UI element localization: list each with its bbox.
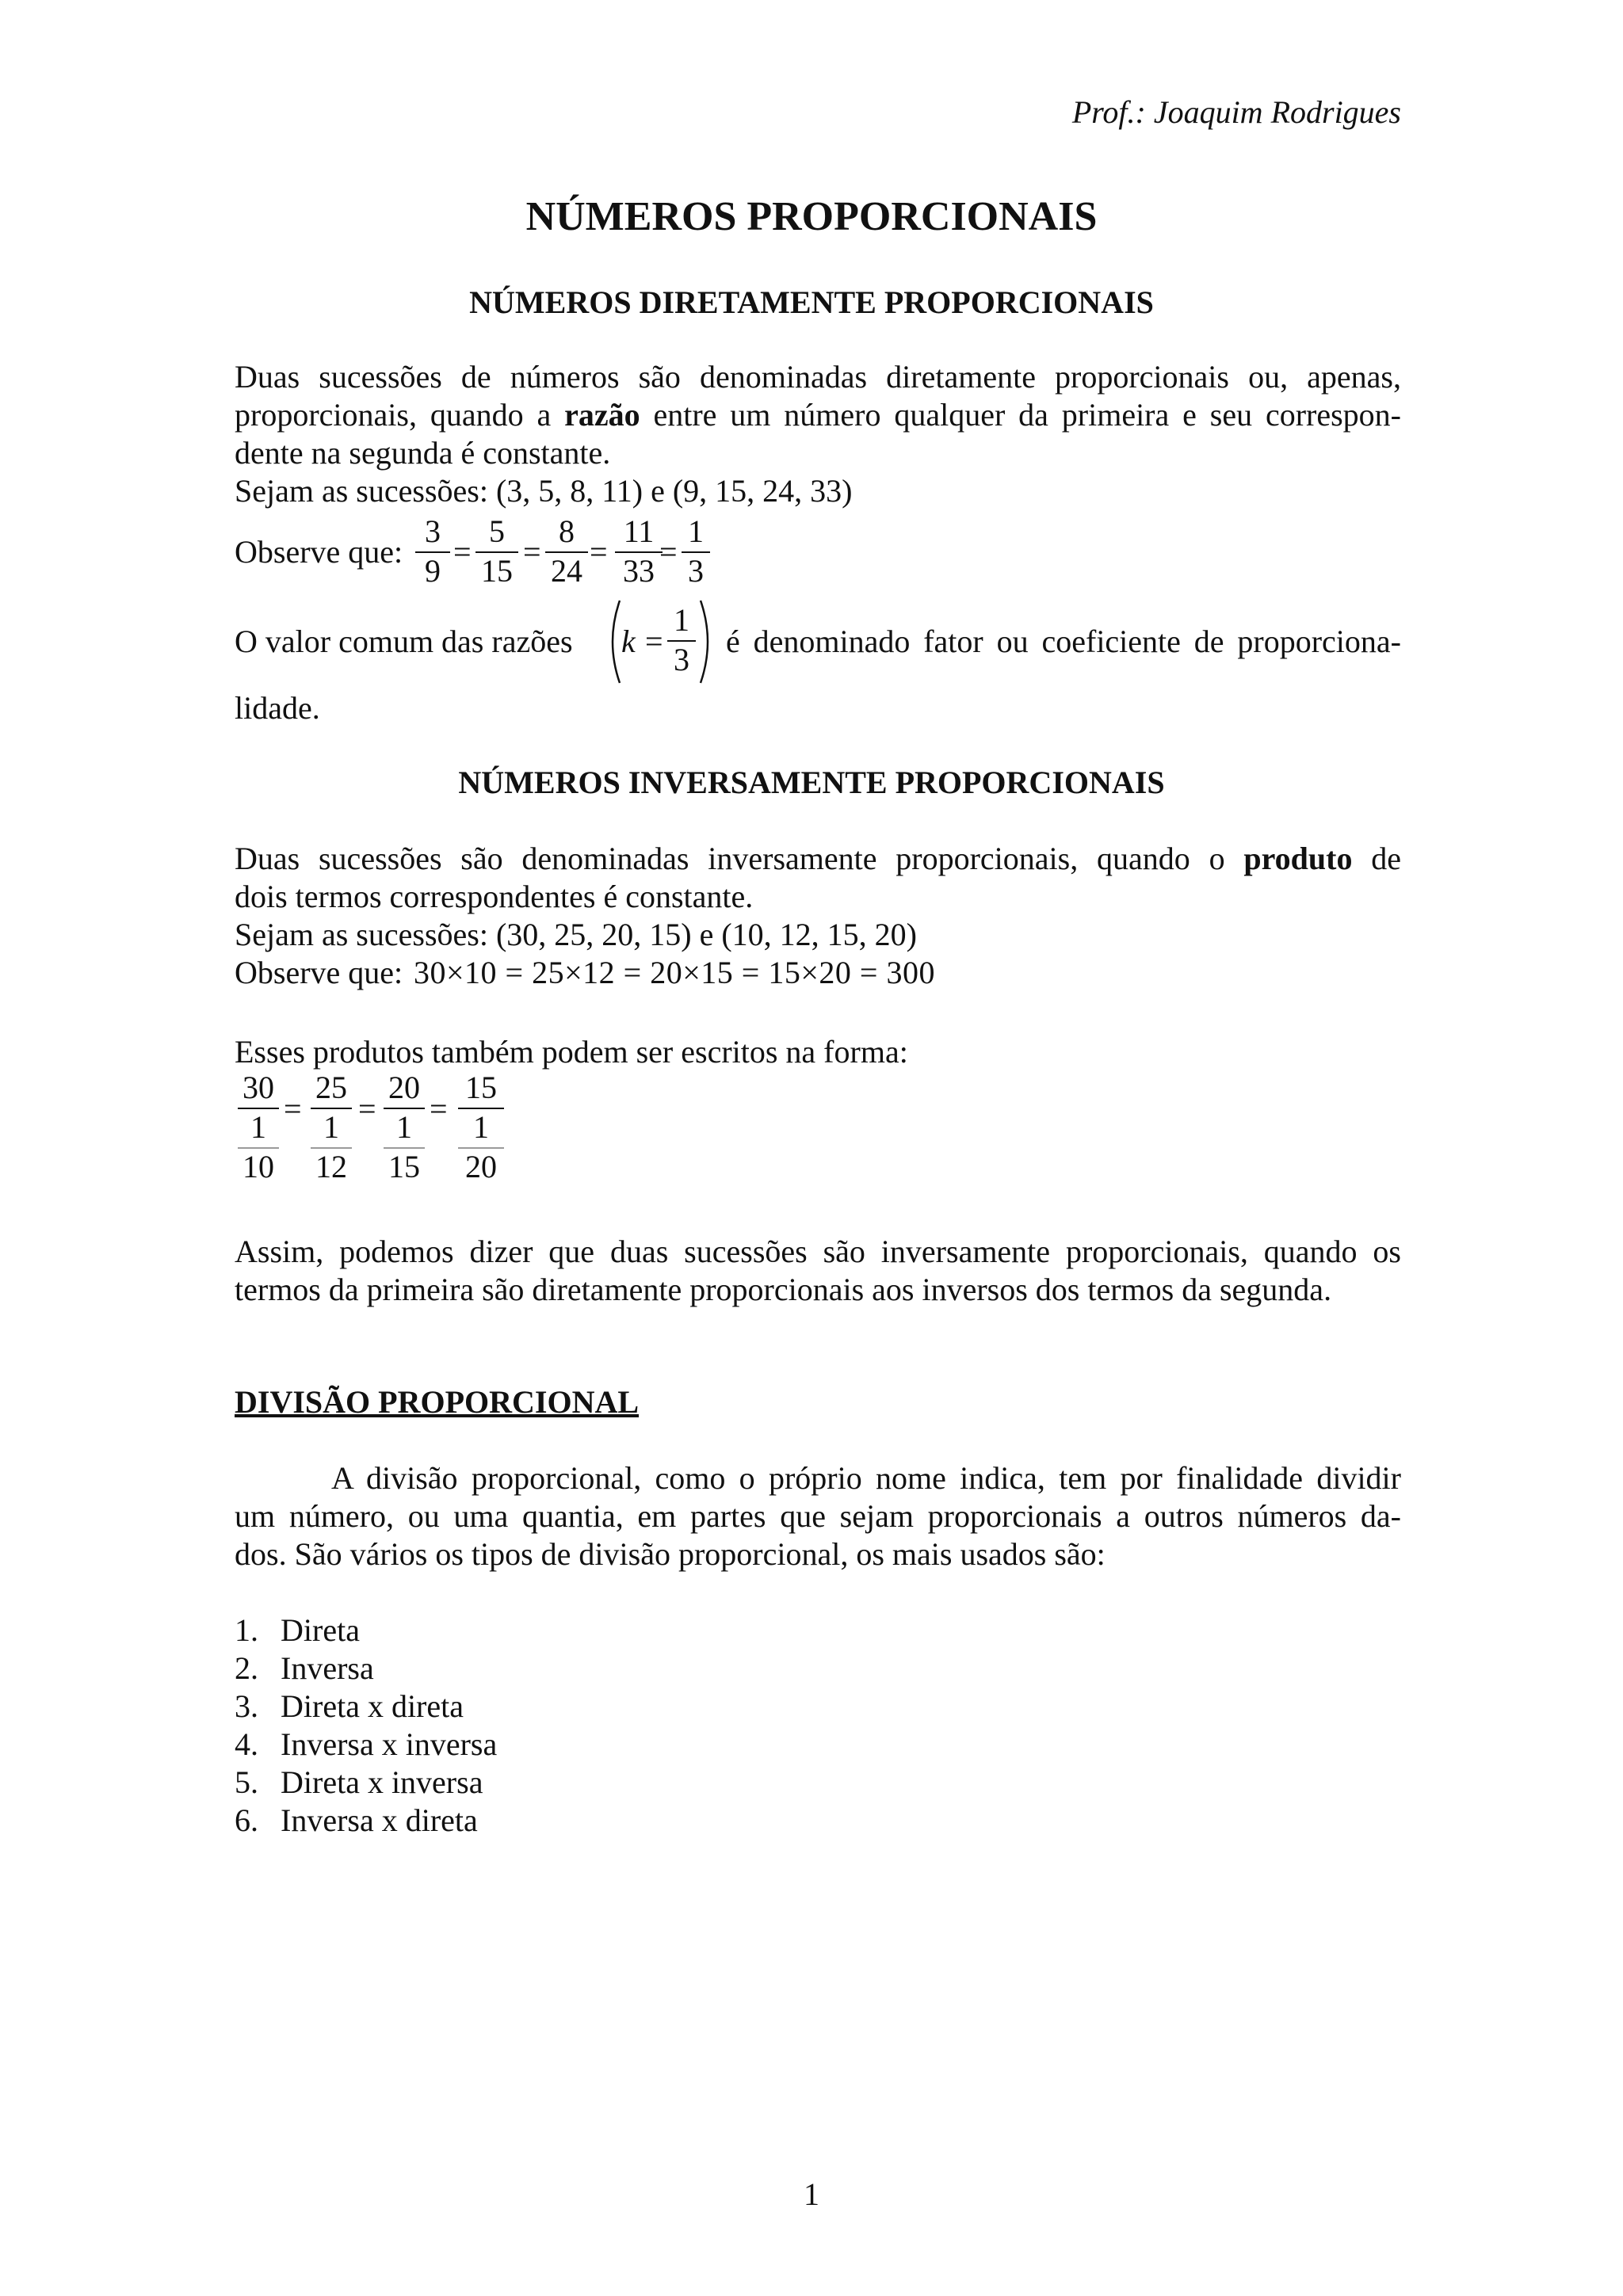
list-label: Direta x inversa xyxy=(281,1764,483,1800)
list-item xyxy=(235,1764,483,1802)
list-label: Inversa x inversa xyxy=(281,1726,498,1762)
list-number: 5. xyxy=(235,1764,258,1800)
fraction-3 xyxy=(545,515,588,588)
list-item xyxy=(235,1650,374,1688)
inner-numerator: 1 xyxy=(396,1109,412,1145)
inverse-p1-bold: produto xyxy=(1243,841,1353,876)
list-item xyxy=(235,1611,360,1650)
k-equals-sign: = xyxy=(645,624,663,659)
k-description-end: lidade. xyxy=(235,690,320,726)
k-intro-text: O valor comum das razões xyxy=(235,624,573,659)
fraction-numerator: 3 xyxy=(425,513,441,549)
fraction-numerator: 15 xyxy=(465,1070,497,1105)
k-fraction xyxy=(667,604,696,677)
section-heading-direct: NÚMEROS DIRETAMENTE PROPORCIONAIS xyxy=(469,284,1154,320)
inverse-products: 30×10 = 25×12 = 20×15 = 15×20 = 300 xyxy=(414,955,935,990)
k-description-text: é denominado fator ou coeficiente de proporciona- xyxy=(726,624,1401,659)
inner-denominator: 12 xyxy=(315,1149,347,1184)
left-paren-icon xyxy=(604,599,623,685)
list-number: 4. xyxy=(235,1726,258,1762)
page-title: NÚMEROS PROPORCIONAIS xyxy=(525,194,1098,239)
fraction-1 xyxy=(415,515,450,588)
inner-denominator: 15 xyxy=(388,1149,420,1184)
direct-p2-b: entre um número qualquer da primeira e seu correspon- xyxy=(640,397,1401,433)
list-number: 6. xyxy=(235,1802,258,1838)
equals-sign: = xyxy=(659,534,678,570)
fraction-numerator: 25 xyxy=(315,1070,347,1105)
complex-fraction-2 xyxy=(311,1071,352,1184)
inverse-paragraph-line-1 xyxy=(235,840,1401,878)
direct-paragraph-line-2 xyxy=(235,396,1401,434)
direct-observe-label: Observe que: xyxy=(235,534,403,570)
k-variable: k xyxy=(621,624,636,659)
right-paren-icon xyxy=(697,599,716,685)
fraction-numerator: 11 xyxy=(623,513,655,549)
equals-sign: = xyxy=(453,534,472,570)
inverse-conclusion-line-1: Assim, podemos dizer que duas sucessões são inversamente proporcionais, quando os xyxy=(235,1234,1401,1269)
direct-p2-bold: razão xyxy=(564,397,640,433)
direct-paragraph-line-3: dente na segunda é constante. xyxy=(235,435,611,471)
fraction-denominator: 3 xyxy=(688,553,704,589)
division-paragraph-line-3: dos. São vários os tipos de divisão proporcional, os mais usados são: xyxy=(235,1536,1106,1572)
list-label: Direta xyxy=(281,1612,360,1648)
fraction-denominator: 3 xyxy=(674,642,689,677)
list-item xyxy=(235,1726,497,1764)
page-number: 1 xyxy=(804,2176,819,2212)
inner-numerator: 1 xyxy=(323,1109,339,1145)
inverse-p1-b: de xyxy=(1352,841,1401,876)
inner-denominator: 20 xyxy=(465,1149,497,1184)
complex-fraction-1 xyxy=(238,1071,279,1184)
fraction-numerator: 1 xyxy=(688,513,704,549)
equals-sign: = xyxy=(590,534,608,570)
list-number: 1. xyxy=(235,1612,258,1648)
fraction-5 xyxy=(682,515,710,588)
fraction-numerator: 20 xyxy=(388,1070,420,1105)
complex-fraction-4 xyxy=(458,1071,504,1184)
inverse-observe-label: Observe que: xyxy=(235,955,403,990)
division-paragraph-line-2: um número, ou uma quantia, em partes que sejam proporcionais a outros números da- xyxy=(235,1498,1401,1534)
list-item xyxy=(235,1802,478,1840)
complex-fraction-3 xyxy=(384,1071,425,1184)
section-heading-inverse: NÚMEROS INVERSAMENTE PROPORCIONAIS xyxy=(458,765,1165,800)
equals-sign: = xyxy=(284,1091,302,1127)
fraction-denominator: 24 xyxy=(551,553,582,589)
list-number: 2. xyxy=(235,1650,258,1686)
fraction-numerator: 1 xyxy=(674,602,689,638)
list-number: 3. xyxy=(235,1688,258,1724)
equals-sign: = xyxy=(430,1091,448,1127)
fraction-denominator: 15 xyxy=(481,553,513,589)
inverse-conclusion-line-2: termos da primeira são diretamente proporcionais aos inversos dos termos da segunda. xyxy=(235,1272,1332,1307)
direct-sequences: Sejam as sucessões: (3, 5, 8, 11) e (9, 15, 24, 33) xyxy=(235,473,853,509)
fraction-4 xyxy=(615,515,663,588)
division-paragraph-line-1: A divisão proporcional, como o próprio nome indica, tem por finalidade dividir xyxy=(331,1460,1401,1496)
direct-p2-a: proporcionais, quando a xyxy=(235,397,565,433)
inner-numerator: 1 xyxy=(473,1109,489,1145)
fraction-denominator: 33 xyxy=(623,553,655,589)
section-heading-division: DIVISÃO PROPORCIONAL xyxy=(235,1384,640,1420)
inverse-paragraph-line-2: dois termos correspondentes é constante. xyxy=(235,879,754,914)
inner-denominator: 10 xyxy=(242,1149,274,1184)
list-label: Inversa x direta xyxy=(281,1802,478,1838)
list-item xyxy=(235,1688,464,1726)
direct-paragraph-line-1: Duas sucessões de números são denominadas diretamente proporcionais ou, apenas, xyxy=(235,359,1401,395)
list-label: Inversa xyxy=(281,1650,374,1686)
inverse-written-text: Esses produtos também podem ser escritos na forma: xyxy=(235,1034,908,1070)
list-label: Direta x direta xyxy=(281,1688,464,1724)
fraction-numerator: 8 xyxy=(559,513,575,549)
fraction-denominator: 9 xyxy=(425,553,441,589)
fraction-2 xyxy=(475,515,518,588)
fraction-numerator: 30 xyxy=(242,1070,274,1105)
fraction-numerator: 5 xyxy=(489,513,505,549)
inner-numerator: 1 xyxy=(250,1109,266,1145)
inverse-p1-a: Duas sucessões são denominadas inversamente proporcionais, quando o xyxy=(235,841,1244,876)
author-header: Prof.: Joaquim Rodrigues xyxy=(1071,94,1401,130)
inverse-sequences: Sejam as sucessões: (30, 25, 20, 15) e (10, 12, 15, 20) xyxy=(235,917,917,952)
equals-sign: = xyxy=(358,1091,376,1127)
equals-sign: = xyxy=(523,534,541,570)
